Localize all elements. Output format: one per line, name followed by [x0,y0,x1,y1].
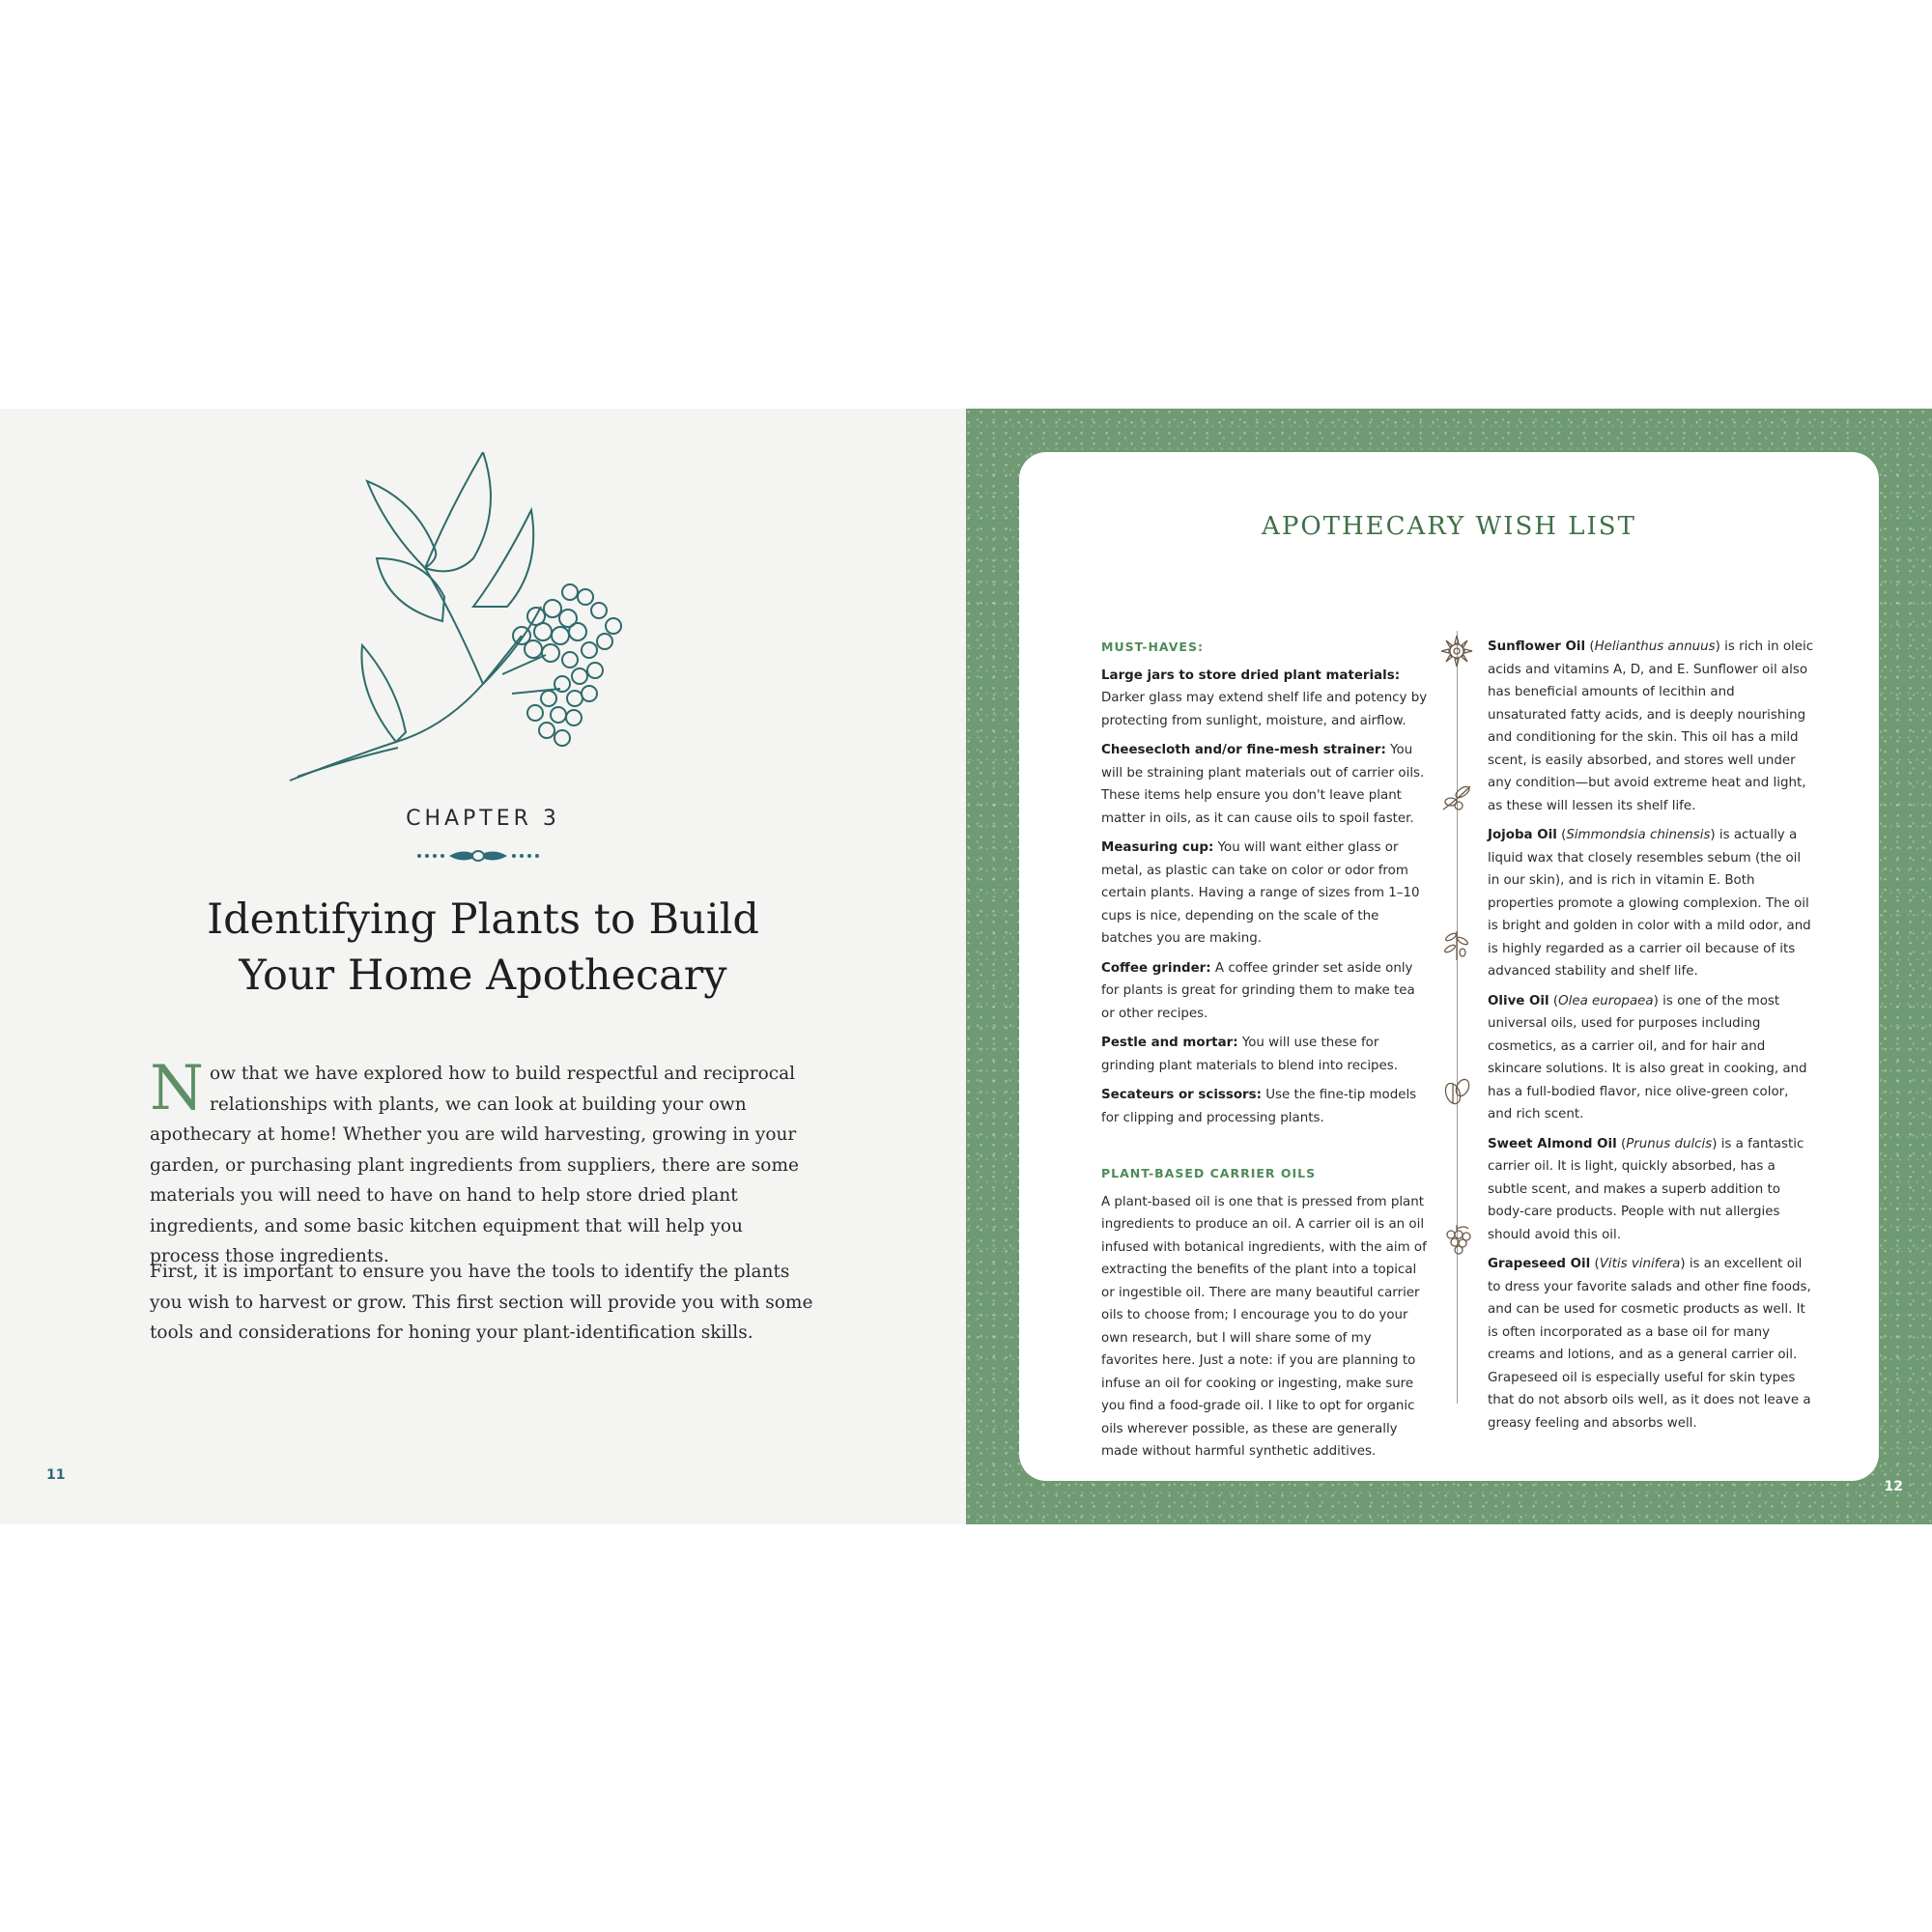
page-number-right: 12 [1884,1479,1903,1494]
sunflower-icon [1439,634,1474,668]
oil-text: ) is actually a liquid wax that closely resembles sebum (the oil in our skin), and is rich in vitamin E. Both properties promote a glowing complexion. The oil is bright and golden in color with a mild odor, and is highly regarded as a carrier oil because of its advanced stability and shelf life. [1488,828,1811,979]
must-haves-heading: MUST-HAVES: [1101,639,1204,654]
item-name: Large jars to store dried plant materials: [1101,668,1401,683]
left-page [0,409,966,1524]
paren: ( [1556,828,1567,842]
title-line-2: Your Home Apothecary [239,952,727,1000]
paren: ( [1616,1136,1627,1151]
item-text: A coffee grinder set aside only for plants is great for grinding them to make tea or other recipes. [1101,960,1415,1021]
carrier-oils-text: A plant-based oil is one that is pressed from plant ingredients to produce an oil. A carrier oil is an oil infused with botanical ingredients, with the aim of extracting the benefits of the plant into a topical or ingestible oil. There are many beautiful carrier oils to choose from; I encourage you to do your own research, but I will share some of my favorites here. Just a note: if you are planning to infuse an oil for cooking or ingesting, make sure you find a food-grade oil. I like to opt for organic oils wherever possible, as these are generally made without harmful synthetic additives. [1101,1194,1427,1459]
page-number-left: 11 [46,1467,66,1483]
elderberry-branch-icon [280,452,647,785]
second-paragraph: First, it is important to ensure you have the tools to identify the plants you wish to harvest or grow. This first section will provide you with some tools and considerations for honing your plant-identification skills. [150,1262,813,1343]
latin-name: Olea europaea [1558,993,1654,1009]
paren: ( [1590,1257,1600,1271]
item-text: Use the fine-tip models for clipping and processing plants. [1101,1088,1417,1125]
oil-text: ) is rich in oleic acids and vitamins A, D, and E. Sunflower oil also has beneficial amounts of lecithin and unsaturated fatty acids, and is deeply nourishing and conditioning for the skin. This oil has a mild scent, is easily absorbed, and stores well under any condition—but avoid extreme heat and light, as these will lessen its shelf life. [1488,639,1814,813]
item-name: Measuring cup: [1101,840,1214,855]
intro-paragraph-text: ow that we have explored how to build respectful and reciprocal relationships with plants, we can look at building your own apothecary at home! Whether you are wild harvesting, growing in your garden, or purchasing plant ingredients from suppliers, there are some materials you will need to have on hand to help store dried plant ingredients, and some basic kitchen equipment that will help you process those ingredients. [150,1064,799,1266]
drop-cap: N [150,1053,204,1124]
latin-name: Vitis vinifera [1599,1257,1681,1271]
oil-entry-grapeseed [1488,1253,1816,1435]
oil-name: Sweet Almond Oil [1488,1136,1617,1151]
item-name: Pestle and mortar: [1101,1036,1238,1050]
left-column [1101,636,1430,1470]
oil-name: Olive Oil [1488,993,1549,1009]
oil-entry-sweet-almond [1488,1133,1816,1247]
oil-entry-olive [1488,990,1816,1126]
item-text: You will use these for grinding plant materials to blend into recipes. [1101,1036,1399,1073]
must-have-item [1101,739,1430,830]
oil-text: ) is a fantastic carrier oil. It is light, quickly absorbed, has a subtle scent, and makes a superb addition to body-care products. People with nut allergies should avoid this oil. [1488,1136,1804,1242]
carrier-oils-heading: PLANT-BASED CARRIER OILS [1101,1166,1317,1180]
latin-name: Helianthus annuus [1594,639,1716,654]
wish-list-title: APOTHECARY WISH LIST [1262,512,1636,541]
book-spread [0,409,1932,1524]
wish-list-card [1019,452,1879,1481]
item-text: You will want either glass or metal, as plastic can take on color or odor from certain plants. Having a range of sizes from 1–10 cups is nice, depending on the scale of the batches you are making. [1101,840,1420,946]
item-name: Coffee grinder: [1101,960,1211,976]
latin-name: Simmondsia chinensis [1566,828,1711,842]
must-have-item [1101,665,1430,733]
olive-branch-icon [1439,927,1474,962]
oil-name: Jojoba Oil [1488,828,1557,842]
right-column [1488,636,1816,1441]
jojoba-icon [1439,781,1474,815]
column-divider [1457,631,1458,1404]
oil-text: ) is one of the most universal oils, used for purposes including cosmetics, as a carrier oil, and for hair and skincare solutions. It is also great in cooking, and has a full-bodied flavor, nice olive-green color, and rich scent. [1488,993,1807,1122]
oil-name: Sunflower Oil [1488,639,1586,654]
must-have-item [1101,957,1430,1026]
intro-paragraph [150,1053,816,1272]
latin-name: Prunus dulcis [1626,1136,1713,1151]
oil-text: ) is an excellent oil to dress your favorite salads and other fine foods, and can be used for cosmetic products as well. It is often incorporated as a base oil for many creams and lotions, and as a general carrier oil. Grapeseed oil is especially useful for skin types that do not absorb oils well, as it does not leave a greasy feeling and absorbs well. [1488,1257,1811,1431]
page-title [0,892,966,1004]
oil-entry-sunflower [1488,636,1816,817]
oil-entry-jojoba [1488,824,1816,983]
right-page [966,409,1932,1524]
must-have-item [1101,1032,1430,1077]
item-name: Secateurs or scissors: [1101,1088,1262,1102]
item-text: Darker glass may extend shelf life and potency by protecting from sunlight, moisture, and airflow. [1101,691,1428,728]
item-text: You will be straining plant materials out of carrier oils. These items help ensure you don't leave plant matter in oils, as it can cause oils to spoil faster. [1101,743,1425,826]
must-have-item [1101,1084,1430,1129]
grape-icon [1439,1223,1474,1258]
almond-icon [1439,1074,1474,1109]
paren: ( [1548,993,1559,1009]
ornament-divider-icon [415,845,541,867]
paren: ( [1585,639,1595,654]
oil-name: Grapeseed Oil [1488,1257,1591,1271]
must-have-item [1101,837,1430,951]
item-name: Cheesecloth and/or fine-mesh strainer: [1101,743,1386,757]
title-line-1: Identifying Plants to Build [207,895,759,944]
chapter-label: CHAPTER 3 [406,807,560,831]
